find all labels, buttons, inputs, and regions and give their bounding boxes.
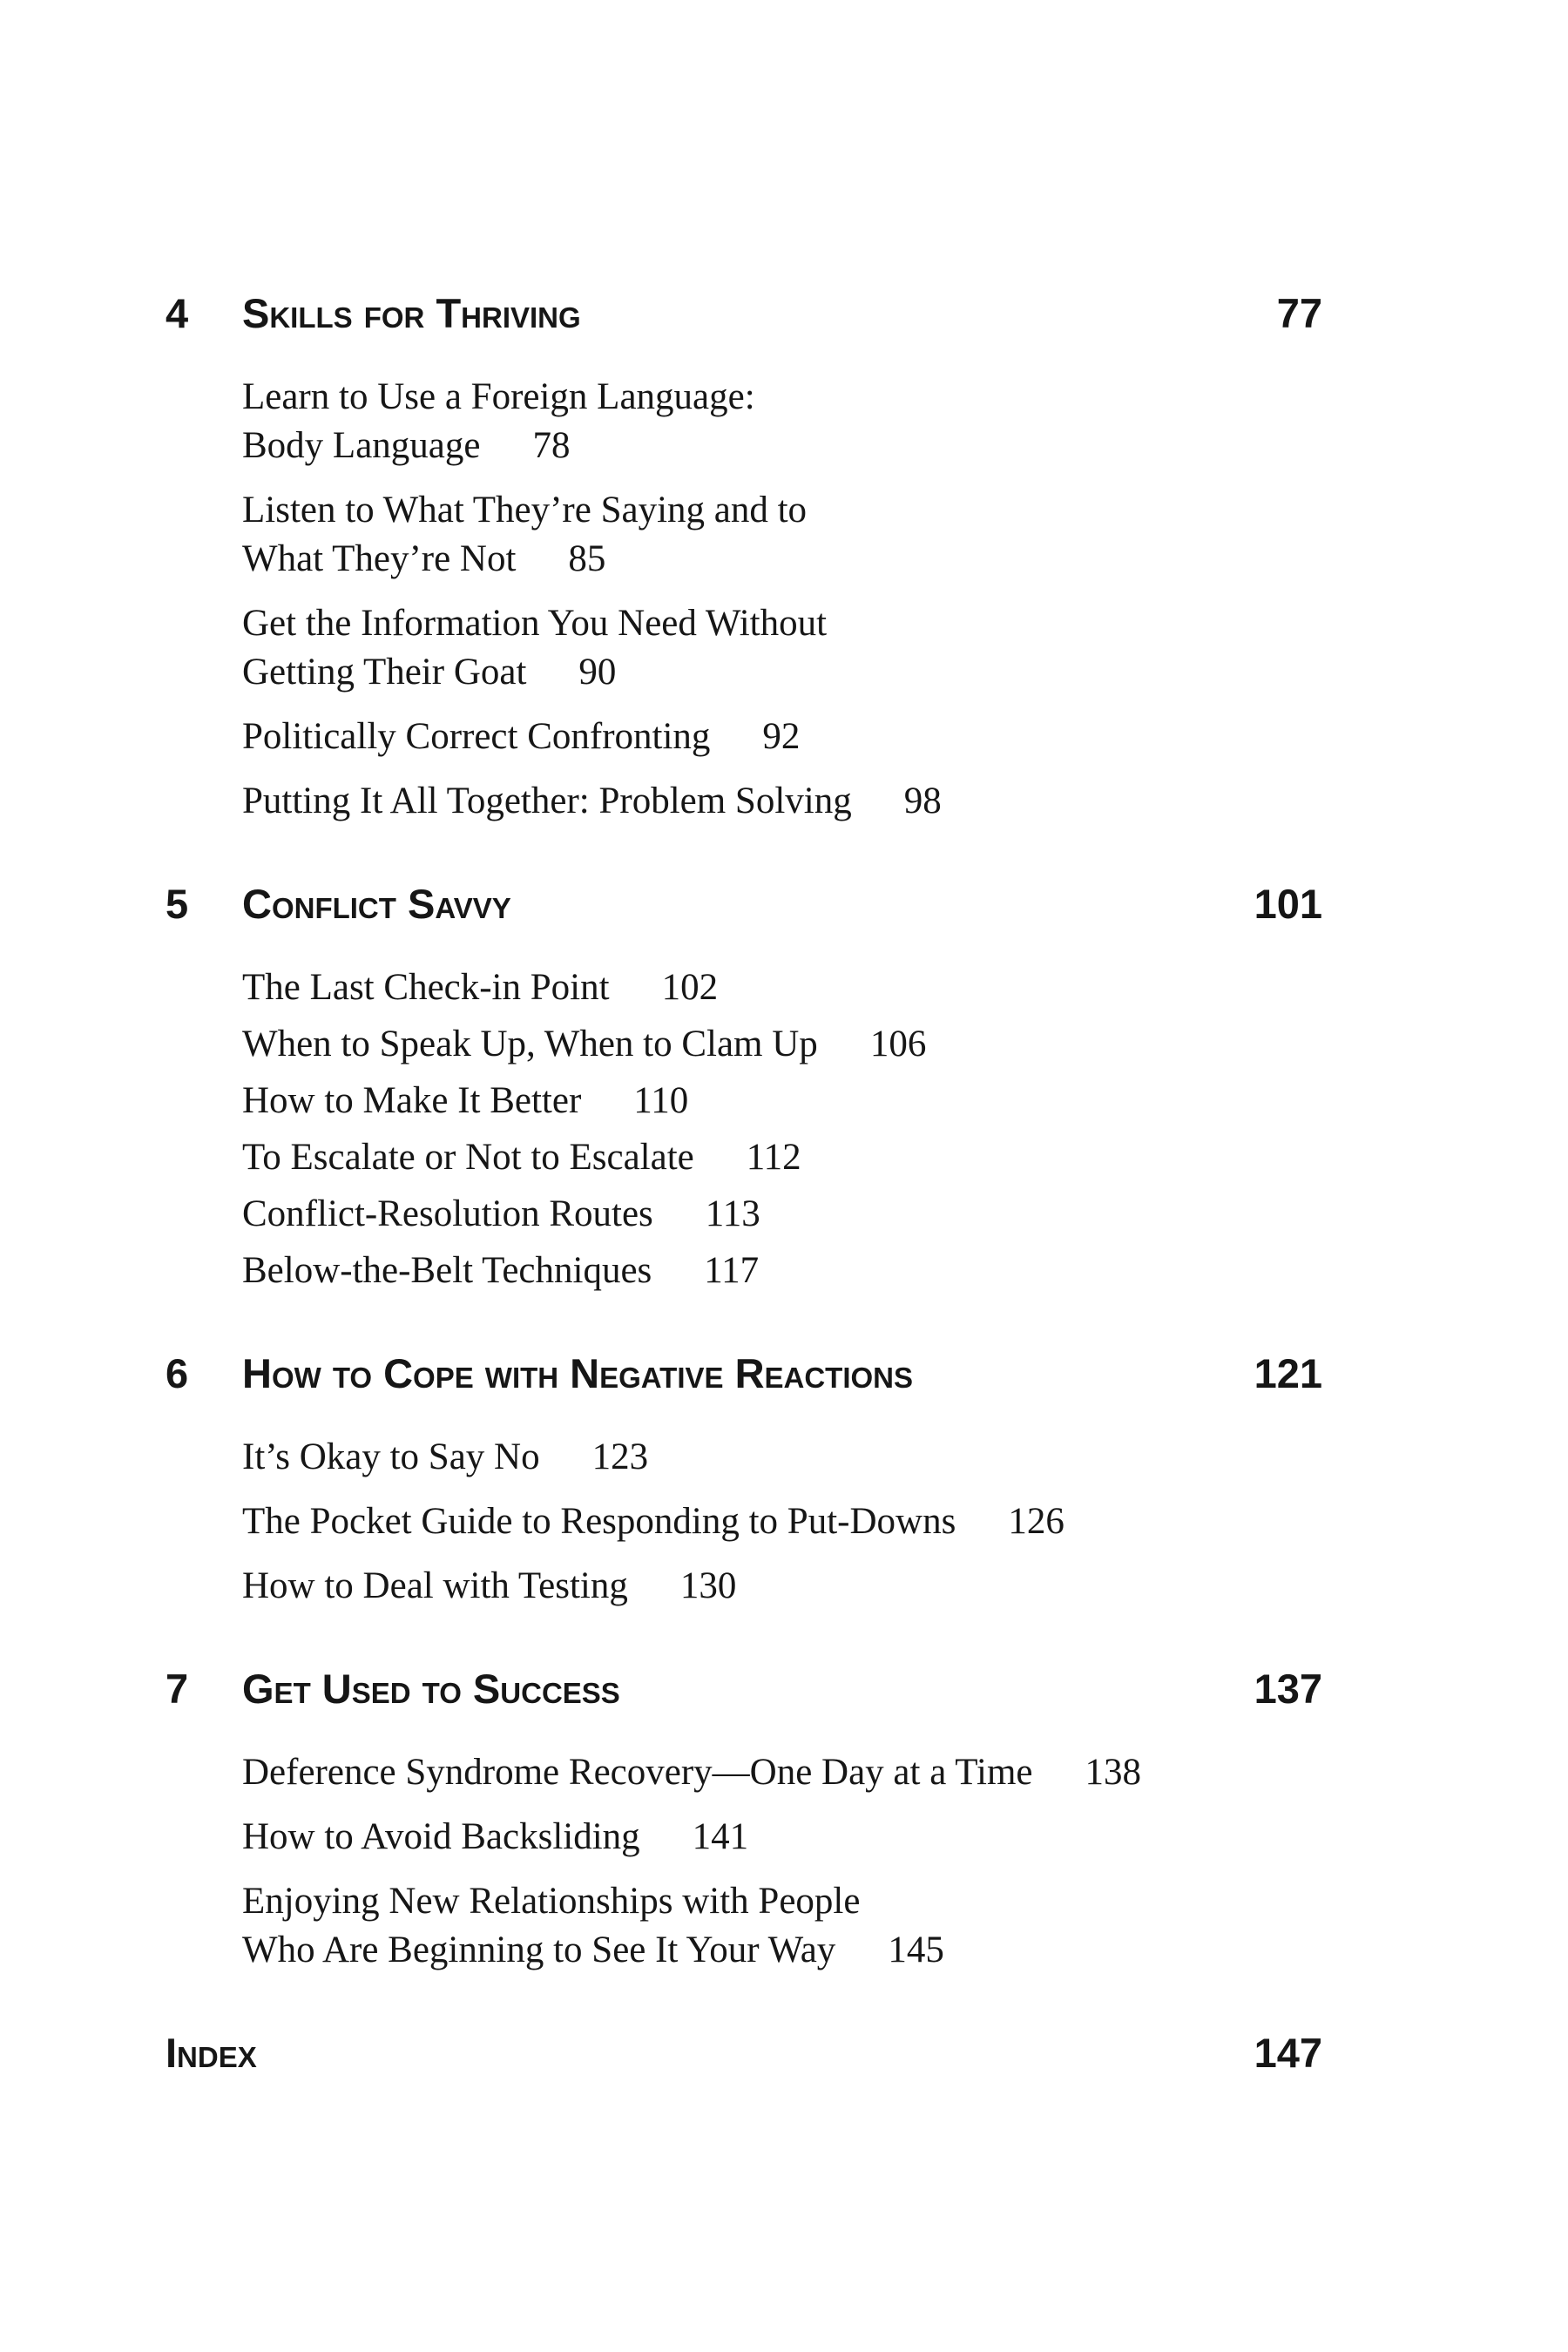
toc-entry-line — [242, 1748, 1322, 1797]
toc-entry-title: Listen to What They’re Saying and to — [242, 490, 808, 531]
toc-entry-title: The Last Check-in Point — [242, 967, 610, 1008]
toc-entry-page-number: 117 — [704, 1250, 760, 1291]
toc-entry-title: When to Speak Up, When to Clam Up — [242, 1024, 818, 1064]
toc-entry-line — [242, 648, 1322, 697]
toc-entry-line — [242, 486, 1322, 535]
index-title: Index — [166, 2030, 257, 2076]
toc-entry-title: Politically Correct Confronting — [242, 716, 711, 757]
toc-entry-line — [242, 1813, 1322, 1862]
toc-entry-title: Getting Their Goat — [242, 652, 527, 693]
toc-entry-line — [242, 599, 1322, 648]
chapter-entries — [166, 963, 1322, 1295]
chapter-entries — [166, 373, 1322, 826]
chapter-heading — [166, 1348, 1322, 1400]
toc-entry-page-number: 141 — [692, 1816, 749, 1857]
toc-entry — [242, 373, 1322, 470]
toc-entry-line — [242, 1562, 1322, 1611]
toc-entry — [242, 1020, 1322, 1069]
index-heading — [166, 2027, 1322, 2079]
toc-entry-line — [242, 963, 1322, 1012]
toc-entry — [242, 1247, 1322, 1295]
toc-entry-title: Deference Syndrome Recovery—One Day at a Time — [242, 1752, 1033, 1793]
toc-entry — [242, 1748, 1322, 1797]
chapter-page-number: 137 — [1254, 1666, 1322, 1712]
toc-entry-title: Get the Information You Need Without — [242, 603, 828, 644]
toc-entry-title: Learn to Use a Foreign Language: — [242, 376, 755, 417]
toc-entry-page-number: 138 — [1085, 1752, 1141, 1793]
toc-entry-line — [242, 1497, 1322, 1546]
toc-entry-line — [242, 777, 1322, 826]
chapter-entries — [166, 1433, 1322, 1611]
chapter-number: 7 — [166, 1666, 189, 1712]
toc-entry-page-number: 113 — [705, 1193, 760, 1234]
toc-section-chapter-7 — [166, 1663, 1322, 1975]
toc-entry — [242, 486, 1322, 584]
toc-entry — [242, 1877, 1322, 1975]
toc-entry-line — [242, 422, 1322, 470]
chapter-heading — [166, 287, 1322, 340]
toc-entry-page-number: 90 — [578, 652, 617, 693]
chapter-page-number: 121 — [1254, 1350, 1322, 1396]
index-page-number: 147 — [1254, 2030, 1322, 2076]
chapter-title: Get Used to Success — [242, 1666, 620, 1712]
toc-entry-page-number: 102 — [661, 967, 719, 1008]
toc-entry — [242, 713, 1322, 761]
toc-entry-line — [242, 713, 1322, 761]
toc-entry — [242, 1077, 1322, 1125]
toc-entry-title: The Pocket Guide to Responding to Put-Downs — [242, 1501, 956, 1542]
toc-entry — [242, 777, 1322, 826]
toc-entry-page-number: 112 — [746, 1137, 801, 1178]
toc-entry-title: Conflict-Resolution Routes — [242, 1193, 653, 1234]
toc-entry-line — [242, 1077, 1322, 1125]
toc-entry-page-number: 78 — [532, 425, 571, 466]
toc-entry-title: Body Language — [242, 425, 481, 466]
toc-entry-line — [242, 1133, 1322, 1182]
toc-entry-title: Who Are Beginning to See It Your Way — [242, 1930, 836, 1970]
toc-entry-title: What They’re Not — [242, 538, 517, 579]
chapter-page-number: 101 — [1254, 881, 1322, 927]
toc-entry — [242, 1562, 1322, 1611]
toc-entry — [242, 1190, 1322, 1239]
toc-entry-line — [242, 1247, 1322, 1295]
chapter-number: 5 — [166, 881, 189, 927]
toc-entry-page-number: 126 — [1008, 1501, 1064, 1542]
chapter-title: Conflict Savvy — [242, 881, 511, 927]
toc-entry-line — [242, 1020, 1322, 1069]
toc-entry-page-number: 130 — [679, 1565, 737, 1606]
chapter-number: 4 — [166, 290, 189, 336]
toc-entry-line — [242, 535, 1322, 584]
toc-entry — [242, 1133, 1322, 1182]
toc-entry-page-number: 98 — [903, 781, 942, 821]
chapter-page-number: 77 — [1276, 290, 1322, 336]
toc-entry-page-number: 110 — [633, 1080, 689, 1121]
chapter-entries — [166, 1748, 1322, 1975]
toc-entry — [242, 963, 1322, 1012]
toc-entry-title: It’s Okay to Say No — [242, 1436, 540, 1477]
toc-entry-page-number: 123 — [591, 1436, 649, 1477]
chapter-heading — [166, 878, 1322, 930]
toc-entry-title: Putting It All Together: Problem Solving — [242, 781, 852, 821]
toc-section-chapter-4 — [166, 287, 1322, 826]
toc-entry-title: How to Avoid Backsliding — [242, 1816, 640, 1857]
chapter-heading — [166, 1663, 1322, 1715]
toc-entry-title: How to Deal with Testing — [242, 1565, 628, 1606]
toc-section-chapter-5 — [166, 878, 1322, 1295]
toc-entry — [242, 599, 1322, 697]
toc-entry-page-number: 145 — [888, 1930, 944, 1970]
toc-entry-line — [242, 1433, 1322, 1482]
toc-entry — [242, 1497, 1322, 1546]
toc-entry-page-number: 85 — [568, 538, 606, 579]
toc-entry — [242, 1433, 1322, 1482]
chapter-number: 6 — [166, 1350, 189, 1396]
toc-entry-title: To Escalate or Not to Escalate — [242, 1137, 694, 1178]
chapter-title: Skills for Thriving — [242, 290, 581, 336]
toc-entry-line — [242, 373, 1322, 422]
toc-entry-page-number: 92 — [762, 716, 801, 757]
toc-entry-title: Enjoying New Relationships with People — [242, 1881, 861, 1922]
toc-section-chapter-6 — [166, 1348, 1322, 1611]
toc-entry-line — [242, 1877, 1322, 1926]
chapter-title: How to Cope with Negative Reactions — [242, 1350, 914, 1396]
toc-entry-line — [242, 1926, 1322, 1975]
toc-entry — [242, 1813, 1322, 1862]
toc-entry-page-number: 106 — [869, 1024, 927, 1064]
toc-entry-title: Below-the-Belt Techniques — [242, 1250, 652, 1291]
toc-entry-title: How to Make It Better — [242, 1080, 582, 1121]
toc-entry-line — [242, 1190, 1322, 1239]
